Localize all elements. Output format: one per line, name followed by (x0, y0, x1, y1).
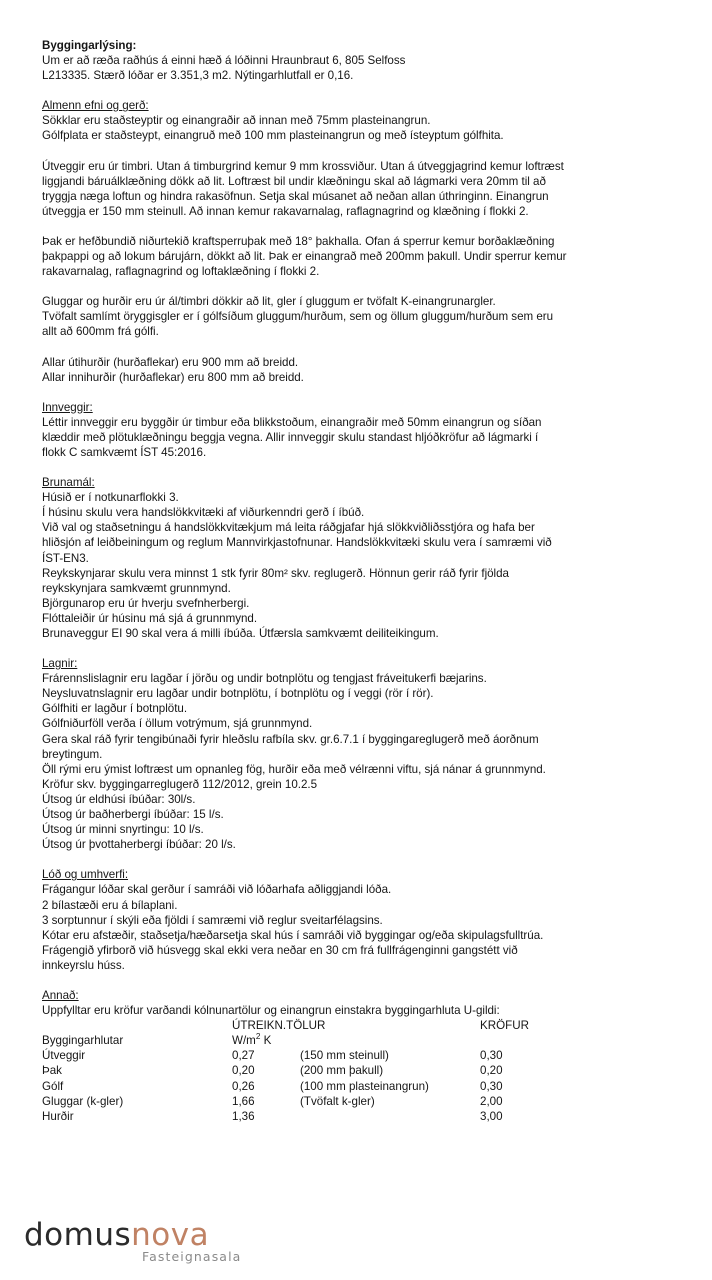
paragraph (42, 159, 687, 219)
section-annad (42, 988, 687, 1124)
text-line: liggjandi báruálklæðning dökk að lit. Loftræst bil undir klæðningu skal að lágmarki vera 20mm til að (42, 174, 546, 188)
text-line: Kröfur skv. byggingarreglugerð 112/2012, grein 10.2.5 (42, 777, 318, 791)
spacer (42, 641, 687, 656)
spacer (42, 385, 687, 400)
row-label: Útveggir (42, 1049, 86, 1063)
table-subheader-row (42, 1033, 687, 1048)
paragraph (42, 671, 687, 852)
text-line: Kótar eru afstæðir, staðsetja/hæðarsetja skal hús í samráði við byggingar og/eða skipulagsfulltrúa. (42, 928, 544, 942)
text-line: Reykskynjarar skulu vera minnst 1 stk fyrir 80m² skv. reglugerð. Hönnun gerir ráð fyrir fjölda (42, 566, 509, 580)
paragraph (42, 490, 687, 641)
text-line: Neysluvatnslagnir eru lagðar undir botnplötu, í botnplötu og í veggi (rör í rör). (42, 687, 434, 701)
text-line: Útsog úr minni snyrtingu: 10 l/s. (42, 823, 204, 837)
logo-word-domus: domus (24, 1217, 132, 1253)
spacer (42, 852, 687, 867)
text-line: Útsog úr þvottaherbergi íbúðar: 20 l/s. (42, 838, 236, 852)
u-value-table (42, 1018, 687, 1124)
text-line: ÍST-EN3. (42, 551, 89, 565)
company-logo (24, 1218, 324, 1274)
row-requirement: 3,00 (480, 1109, 503, 1123)
page-title: Byggingarlýsing: (42, 39, 137, 52)
paragraph (42, 355, 687, 385)
table-row (42, 1109, 687, 1124)
text-line: breytingum. (42, 747, 103, 761)
paragraph (42, 294, 687, 339)
section-lagnir (42, 656, 687, 852)
text-line: Gera skal ráð fyrir tengibúnaði fyrir hleðslu rafbíla skv. gr.6.7.1 í byggingareglugerð með áorðnum (42, 732, 539, 746)
text-line: Útveggir eru úr timbri. Utan á timburgrind kemur 9 mm krossviður. Utan á útveggjagrind kemur loftræst (42, 159, 564, 173)
text-line: Frágangur lóðar skal gerður í samráði við lóðarhafa aðliggjandi lóða. (42, 883, 392, 897)
row-label: Þak (42, 1064, 62, 1078)
row-value: 0,26 (232, 1079, 255, 1093)
row-requirement: 2,00 (480, 1094, 503, 1108)
section-innveggir (42, 400, 687, 460)
spacer (42, 973, 687, 988)
row-value: 0,20 (232, 1064, 255, 1078)
paragraph (42, 234, 687, 279)
text-line: 3 sorptunnur í skýli eða fjöldi í samræmi við reglur sveitarfélagsins. (42, 913, 383, 927)
text-line: Öll rými eru ýmist loftræst um opnanleg fög, hurðir eða með vélrænni viftu, sjá nánar á grunnmynd. (42, 762, 546, 776)
spacer (42, 83, 687, 98)
paragraph (42, 882, 687, 973)
text-line: Frárennslislagnir eru lagðar í jörðu og undir botnplötu og tengjast fráveitukerfi bæjarins. (42, 672, 487, 686)
text-line: tryggja næga loftun og hindra rakasöfnun. Setja skal músanet að neðan allan úthringinn. Einangrun (42, 189, 549, 203)
section-brunamal (42, 475, 687, 641)
unit-label: $W/m^2$ K (232, 1032, 272, 1048)
logo-word-nova: nova (131, 1217, 210, 1253)
text-line: Allar innihurðir (hurðaflekar) eru 800 mm að breidd. (42, 370, 304, 384)
section-heading: Annað: (42, 988, 79, 1002)
row-note: (Tvöfalt k-gler) (300, 1094, 375, 1108)
text-line: útveggja er 150 mm steinull. Að innan kemur rakavarnalag, raflagnagrind og klæðning í flokki 2. (42, 204, 529, 218)
text-line: Húsið er í notkunarflokki 3. (42, 491, 179, 505)
row-label: Hurðir (42, 1109, 74, 1123)
text-line: Tvöfalt samlímt öryggisgler er í gólfsíðum gluggum/hurðum, sem og öllum gluggum/hurðum sem eru (42, 310, 554, 324)
text-line: Flóttaleiðir úr húsinu má sjá á grunnmynd. (42, 611, 258, 625)
row-label: Gólf (42, 1079, 64, 1093)
section-lod-og-umhverfi (42, 867, 687, 973)
text-line: Útsog úr baðherbergi íbúðar: 15 l/s. (42, 808, 224, 822)
text-line: Allar útihurðir (hurðaflekar) eru 900 mm að breidd. (42, 355, 299, 369)
text-line: Þak er hefðbundið niðurtekið kraftsperruþak með 18° þakhalla. Ofan á sperrur kemur borðaklæðning (42, 234, 555, 248)
text-line: þakpappi og að lokum bárujárn, dökkt að lit. Þak er einangrað með 200mm þakull. Undir sperrur kemur (42, 250, 567, 264)
row-note: (200 mm þakull) (300, 1064, 384, 1078)
table-row (42, 1063, 687, 1078)
row-note: (150 mm steinull) (300, 1049, 389, 1063)
intro-line: L213335. Stærð lóðar er 3.351,3 m2. Nýtingarhlutfall er 0,16. (42, 69, 354, 83)
table-row (42, 1048, 687, 1063)
text-line: Léttir innveggir eru byggðir úr timbur eða blikkstoðum, einangraðir með 50mm einangrun og síðan (42, 415, 542, 429)
logo-subtitle: Fasteignasala (142, 1249, 242, 1264)
section-heading: Innveggir: (42, 400, 93, 414)
spacer (42, 219, 687, 234)
text-line: Björgunarop eru úr hverju svefnherbergi. (42, 596, 250, 610)
section-heading: Lagnir: (42, 657, 78, 671)
row-note: (100 mm plasteinangrun) (300, 1079, 429, 1093)
document-body (42, 38, 687, 1124)
row-requirement: 0,30 (480, 1079, 503, 1093)
text-line: rakavarnalag, raflagnagrind og loftaklæðning í flokki 2. (42, 265, 320, 279)
row-requirement: 0,30 (480, 1049, 503, 1063)
text-line: hliðsjón af leiðbeiningum og reglum Mannvirkjastofnunar. Handslökkvitæki skulu vera í samræmi við (42, 536, 552, 550)
column-header-calculated: ÚTREIKN.TÖLUR (232, 1019, 326, 1033)
column-header-requirement: KRÖFUR (480, 1019, 529, 1033)
text-line: Gólfplata er staðsteypt, einangruð með 100 mm plasteinangrun og með ísteyptum gólfhita. (42, 129, 504, 143)
table-header-row (42, 1018, 687, 1033)
text-line: Gólfniðurföll verða í öllum votrýmum, sjá grunnmynd. (42, 717, 313, 731)
text-line: Gluggar og hurðir eru úr ál/timbri dökkir að lit, gler í gluggum er tvöfalt K-einangrunargler. (42, 295, 496, 309)
paragraph (42, 415, 687, 460)
row-requirement: 0,20 (480, 1064, 503, 1078)
section-heading: Brunamál: (42, 476, 95, 490)
row-label: Gluggar (k-gler) (42, 1094, 124, 1108)
spacer (42, 340, 687, 355)
section-heading: Almenn efni og gerð: (42, 99, 149, 113)
text-line: klæddir með plötuklæðningu beggja vegna. Allir innveggir skulu standast hljóðkröfur að lágmarki í (42, 430, 539, 444)
text-line: allt að 600mm frá gólfi. (42, 325, 159, 339)
text-line: reykskynjara samkvæmt grunnmynd. (42, 581, 231, 595)
text-line: Í húsinu skulu vera handslökkvitæki af viðurkenndri gerð í íbúð. (42, 506, 365, 520)
table-row (42, 1094, 687, 1109)
spacer (42, 279, 687, 294)
spacer (42, 144, 687, 159)
text-line: Sökklar eru staðsteyptir og einangraðir að innan með 75mm plasteinangrun. (42, 114, 431, 128)
text-line: Brunaveggur EI 90 skal vera á milli íbúða. Útfærsla samkvæmt deiliteikingum. (42, 627, 439, 640)
spacer (42, 460, 687, 475)
intro-line: Um er að ræða raðhús á einni hæð á lóðinni Hraunbraut 6, 805 Selfoss (42, 54, 406, 68)
row-value: 1,66 (232, 1094, 255, 1108)
text-line: Frágengið yfirborð við húsvegg skal ekki vera neðar en 30 cm frá fullfrágenginni gangstétt við (42, 943, 518, 957)
logo-wordmark (24, 1218, 324, 1252)
paragraph (42, 113, 687, 143)
table-row (42, 1079, 687, 1094)
text-line: innkeyrslu húss. (42, 958, 125, 972)
text-line: flokk C samkvæmt ÍST 45:2016. (42, 445, 207, 459)
text-line: Útsog úr eldhúsi íbúðar: 30l/s. (42, 792, 196, 806)
section-heading: Lóð og umhverfi: (42, 868, 129, 882)
text-line: Við val og staðsetningu á handslökkvitækjum má leita ráðgjafar hjá slökkviðliðsstjóra og hafa ber (42, 521, 535, 535)
column-header-building-part: Byggingarhlutar (42, 1034, 124, 1048)
text-line: Uppfylltar eru kröfur varðandi kólnunartölur og einangrun einstakra byggingarhluta U-gildi: (42, 1004, 500, 1018)
text-line: 2 bílastæði eru á bílaplani. (42, 898, 178, 912)
text-line: Gólfhiti er lagður í botnplötu. (42, 702, 188, 716)
row-value: 1,36 (232, 1109, 255, 1123)
section-almenn-efni-og-gerd (42, 98, 687, 384)
document-title-block (42, 38, 687, 83)
row-value: 0,27 (232, 1049, 255, 1063)
